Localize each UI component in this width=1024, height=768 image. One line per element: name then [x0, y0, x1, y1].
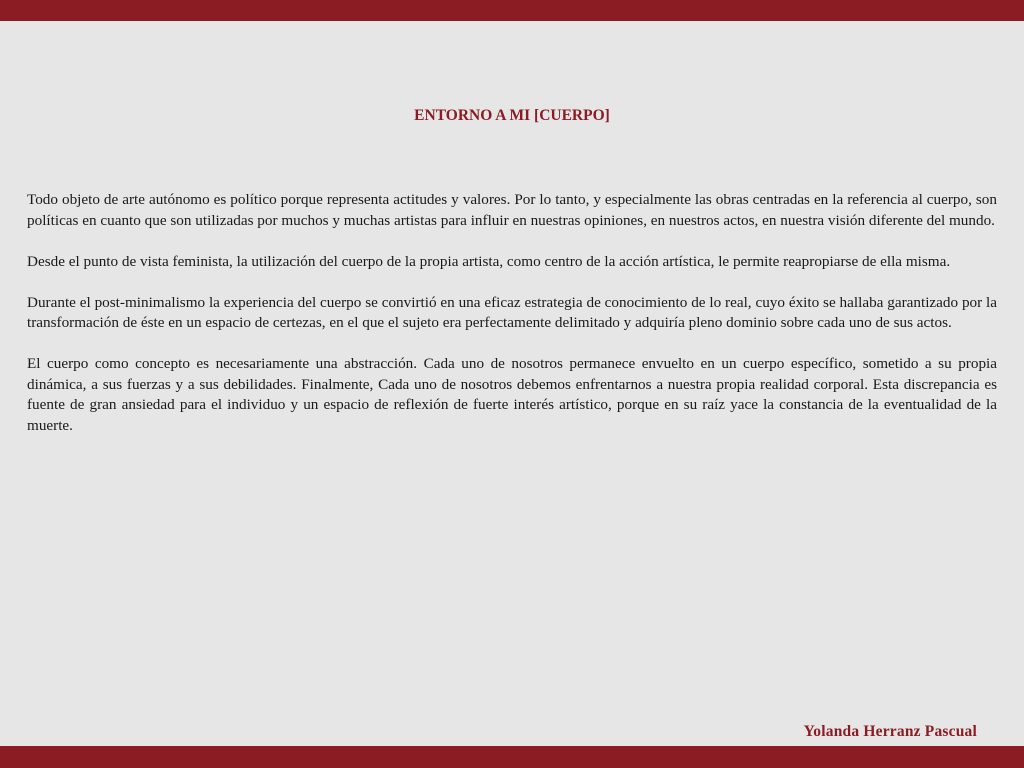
paragraph-4: El cuerpo como concepto es necesariamente una abstracción. Cada uno de nosotros permanece envuelto en un cuerpo específico, sometido a su propia dinámica, a sus fuerzas y a sus debilidades. Finalmente, Cada uno de nosotros debemos enfrentarnos a nuestra propia realidad corporal. Esta discrepancia es fuente de gran ansiedad para el individuo y un espacio de reflexión de fuerte interés artístico, porque en su raíz yace la constancia de la eventualidad de la muerte.: [27, 355, 997, 434]
top-bar: [0, 0, 1024, 21]
paragraph-1: Todo objeto de arte autónomo es político porque representa actitudes y valores. Por lo tanto, y especialmente las obras centradas en la referencia al cuerpo, son políticas en cuanto que son utilizadas por muchos y muchas artistas para influir en nuestras opiniones, en nuestros actos, en nuestra visión diferente del mundo.: [27, 191, 997, 229]
author-name: Yolanda Herranz Pascual: [803, 723, 977, 740]
slide-body: [27, 190, 997, 457]
paragraph-3: Durante el post-minimalismo la experiencia del cuerpo se convirtió en una eficaz estrategia de conocimiento de lo real, cuyo éxito se hallaba garantizado por la transformación de éste en un espacio de certezas, en el que el sujeto era perfectamente delimitado y adquiría pleno dominio sobre cada uno de sus actos.: [27, 293, 997, 331]
paragraph-2: Desde el punto de vista feminista, la utilización del cuerpo de la propia artista, como centro de la acción artística, le permite reapropiarse de ella misma.: [27, 252, 951, 270]
slide-title: ENTORNO A MI [CUERPO]: [414, 107, 610, 124]
bottom-bar: [0, 746, 1024, 768]
